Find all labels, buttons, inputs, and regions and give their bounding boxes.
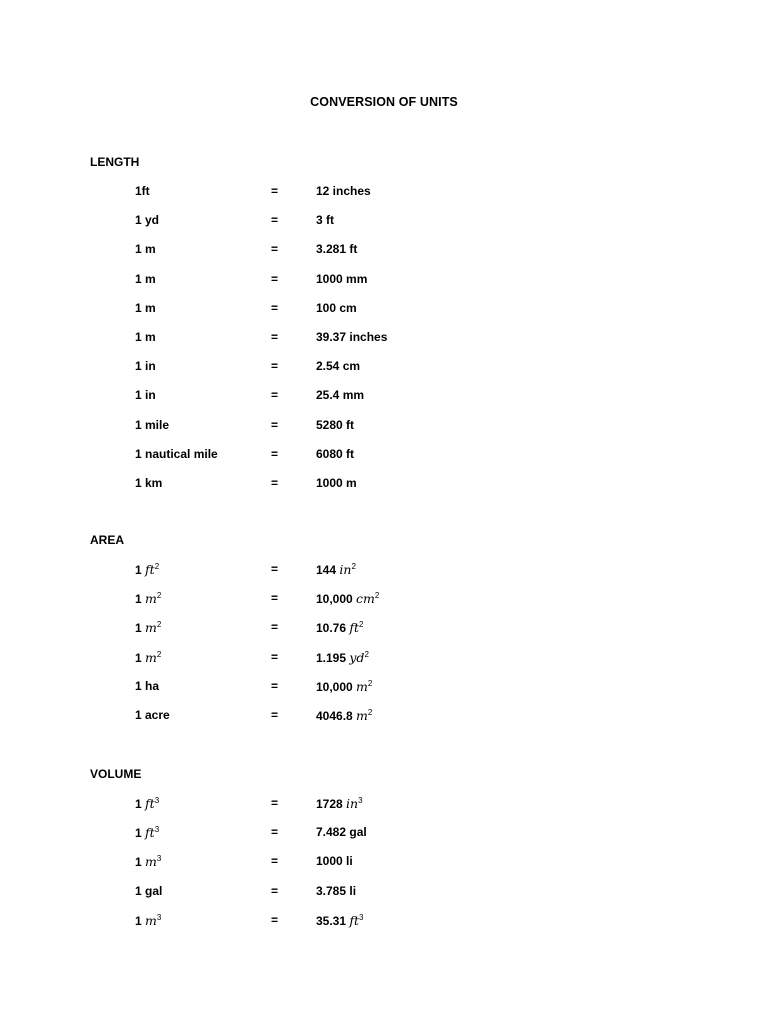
to-quantity — [316, 330, 387, 344]
from-quantity — [135, 213, 159, 227]
equals-sign: = — [271, 883, 279, 898]
lhs-value: 1 — [135, 592, 142, 607]
lhs-exponent: 2 — [156, 620, 162, 630]
conversion-row — [0, 272, 768, 292]
equals-sign: = — [271, 854, 279, 869]
from-quantity — [135, 796, 159, 811]
conversion-row — [0, 562, 768, 582]
rhs-value: 35.31 — [316, 913, 347, 928]
to-quantity — [316, 476, 357, 490]
rhs-value: 3.281 ft — [316, 242, 358, 257]
equals-sign: = — [271, 825, 279, 840]
conversion-row — [0, 679, 768, 699]
to-quantity — [316, 913, 363, 928]
equals-sign: = — [271, 388, 279, 403]
to-quantity — [316, 418, 354, 432]
rhs-unit: ft — [349, 912, 360, 928]
lhs-value: 1 m — [135, 330, 156, 344]
rhs-unit: ft — [349, 620, 360, 636]
equals-sign: = — [271, 359, 279, 374]
lhs-exponent: 3 — [156, 912, 162, 922]
to-quantity — [316, 591, 379, 606]
conversion-row — [0, 213, 768, 233]
section-heading: VOLUME — [90, 767, 142, 781]
rhs-unit: yd — [349, 649, 365, 665]
lhs-value: 1 mile — [135, 417, 170, 432]
rhs-value: 1.195 — [316, 650, 347, 665]
equals-sign: = — [271, 417, 279, 432]
lhs-exponent: 3 — [154, 825, 160, 835]
equals-sign: = — [271, 184, 279, 198]
rhs-exponent: 2 — [367, 708, 373, 717]
rhs-value: 12 inches — [316, 184, 371, 198]
from-quantity — [135, 447, 218, 461]
from-quantity — [135, 825, 159, 840]
from-quantity — [135, 854, 161, 869]
lhs-value: 1 — [135, 797, 142, 811]
equals-sign: = — [271, 591, 279, 606]
rhs-value: 1000 li — [316, 854, 353, 869]
lhs-value: 1 — [135, 621, 142, 636]
equals-sign: = — [271, 708, 279, 722]
lhs-value: 1 — [135, 855, 142, 870]
from-quantity — [135, 913, 161, 928]
conversion-row — [0, 854, 768, 874]
conversion-row — [0, 825, 768, 845]
from-quantity — [135, 708, 170, 722]
rhs-exponent: 2 — [359, 620, 364, 630]
lhs-value: 1 in — [135, 359, 156, 374]
to-quantity — [316, 213, 334, 227]
conversion-row — [0, 884, 768, 904]
conversion-row — [0, 301, 768, 321]
lhs-unit: m — [145, 620, 157, 636]
lhs-exponent: 2 — [156, 649, 162, 659]
rhs-exponent: 2 — [364, 649, 369, 659]
lhs-value: 1 ha — [135, 678, 160, 693]
to-quantity — [316, 184, 371, 198]
from-quantity — [135, 301, 156, 315]
section-heading: LENGTH — [90, 155, 140, 169]
equals-sign: = — [271, 476, 279, 490]
rhs-value: 4046.8 — [316, 709, 353, 723]
to-quantity — [316, 359, 360, 373]
conversion-row — [0, 418, 768, 438]
rhs-unit: in — [346, 796, 359, 811]
page-title: CONVERSION OF UNITS — [310, 95, 458, 109]
from-quantity — [135, 620, 161, 635]
to-quantity — [316, 708, 372, 723]
rhs-unit: m — [356, 678, 368, 694]
to-quantity — [316, 854, 353, 868]
from-quantity — [135, 418, 169, 432]
lhs-value: 1 m — [135, 300, 156, 315]
lhs-value: 1 — [135, 826, 142, 841]
to-quantity — [316, 447, 354, 461]
rhs-unit: cm — [356, 591, 375, 607]
lhs-value: 1 gal — [135, 883, 163, 898]
equals-sign: = — [271, 678, 279, 693]
conversion-row — [0, 476, 768, 496]
rhs-value: 25.4 mm — [316, 388, 365, 403]
lhs-unit: ft — [145, 796, 155, 811]
conversion-row — [0, 708, 768, 728]
equals-sign: = — [271, 912, 279, 927]
from-quantity — [135, 330, 156, 344]
lhs-value: 1 km — [135, 476, 163, 490]
rhs-value: 2.54 cm — [316, 359, 361, 374]
conversion-row — [0, 591, 768, 611]
lhs-exponent: 3 — [156, 854, 162, 864]
equals-sign: = — [271, 213, 279, 228]
rhs-value: 100 cm — [316, 300, 357, 315]
lhs-exponent: 3 — [154, 796, 160, 805]
lhs-value: 1 — [135, 563, 142, 577]
lhs-unit: m — [145, 912, 157, 928]
lhs-value: 1 yd — [135, 213, 160, 228]
to-quantity — [316, 679, 372, 694]
from-quantity — [135, 650, 161, 665]
rhs-exponent: 2 — [367, 678, 373, 688]
rhs-exponent: 2 — [351, 562, 356, 571]
conversion-row — [0, 650, 768, 670]
rhs-value: 10,000 — [316, 679, 353, 694]
to-quantity — [316, 620, 363, 635]
rhs-value: 5280 ft — [316, 417, 355, 432]
from-quantity — [135, 388, 156, 402]
conversion-row — [0, 388, 768, 408]
conversion-row — [0, 359, 768, 379]
equals-sign: = — [271, 562, 279, 576]
rhs-exponent: 3 — [358, 796, 363, 805]
to-quantity — [316, 242, 357, 256]
equals-sign: = — [271, 330, 279, 344]
from-quantity — [135, 272, 156, 286]
equals-sign: = — [271, 242, 279, 257]
conversion-row — [0, 913, 768, 933]
lhs-unit: m — [145, 854, 157, 870]
rhs-unit: m — [356, 708, 368, 723]
from-quantity — [135, 242, 156, 256]
conversion-row — [0, 447, 768, 467]
rhs-exponent: 3 — [359, 912, 364, 922]
from-quantity — [135, 476, 162, 490]
lhs-unit: ft — [145, 562, 155, 577]
rhs-value: 3 ft — [316, 213, 334, 228]
lhs-value: 1 acre — [135, 708, 170, 722]
equals-sign: = — [271, 796, 279, 810]
conversion-row — [0, 184, 768, 204]
equals-sign: = — [271, 649, 279, 664]
rhs-value: 1728 — [316, 797, 343, 811]
section-heading: AREA — [90, 533, 125, 547]
equals-sign: = — [271, 446, 279, 461]
rhs-value: 7.482 gal — [316, 825, 367, 840]
conversion-row — [0, 330, 768, 350]
from-quantity — [135, 562, 159, 577]
lhs-value: 1 in — [135, 388, 156, 403]
from-quantity — [135, 184, 150, 198]
equals-sign: = — [271, 620, 279, 635]
to-quantity — [316, 825, 367, 839]
to-quantity — [316, 272, 367, 286]
from-quantity — [135, 591, 161, 606]
rhs-unit: in — [339, 562, 352, 577]
lhs-unit: m — [145, 591, 157, 607]
rhs-value: 3.785 li — [316, 883, 357, 898]
lhs-unit: ft — [145, 825, 155, 841]
from-quantity — [135, 359, 156, 373]
to-quantity — [316, 301, 357, 315]
lhs-value: 1ft — [135, 184, 150, 198]
to-quantity — [316, 388, 364, 402]
lhs-value: 1 m — [135, 271, 156, 286]
to-quantity — [316, 562, 356, 577]
conversion-row — [0, 620, 768, 640]
equals-sign: = — [271, 300, 279, 315]
from-quantity — [135, 884, 162, 898]
conversion-row — [0, 796, 768, 816]
rhs-value: 1000 mm — [316, 271, 368, 286]
conversion-row — [0, 242, 768, 262]
from-quantity — [135, 679, 159, 693]
lhs-value: 1 — [135, 913, 142, 928]
rhs-value: 6080 ft — [316, 446, 355, 461]
lhs-exponent: 2 — [156, 591, 162, 601]
lhs-unit: m — [145, 649, 157, 665]
lhs-value: 1 nautical mile — [135, 446, 218, 461]
rhs-value: 10,000 — [316, 592, 353, 607]
rhs-value: 10.76 — [316, 621, 347, 636]
rhs-exponent: 2 — [374, 591, 380, 601]
equals-sign: = — [271, 271, 279, 286]
to-quantity — [316, 796, 363, 811]
lhs-value: 1 — [135, 650, 142, 665]
to-quantity — [316, 650, 369, 665]
rhs-value: 39.37 inches — [316, 330, 388, 344]
rhs-value: 144 — [316, 563, 337, 577]
lhs-value: 1 m — [135, 242, 156, 257]
to-quantity — [316, 884, 356, 898]
rhs-value: 1000 m — [316, 476, 357, 490]
lhs-exponent: 2 — [154, 562, 160, 571]
